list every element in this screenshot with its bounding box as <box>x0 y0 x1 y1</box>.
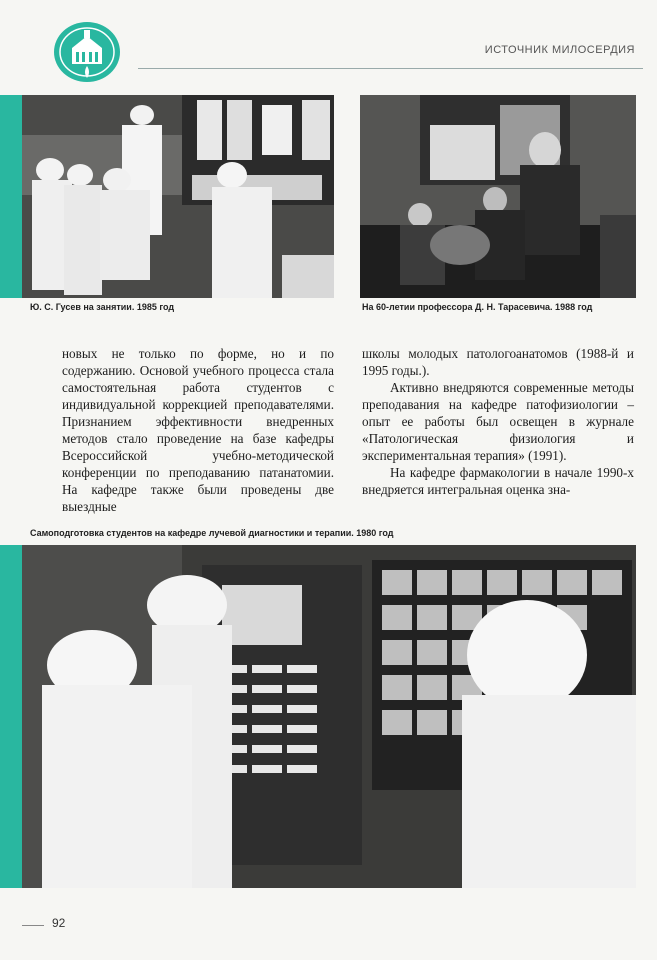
paragraph: новых не только по форме, но и по содержанию. Основой учебного процесса стала самостоятельная работа студентов с индивидуальной коррекцией преподавателями. Признанием эффективности внедренных методов стало проведение на базе кафедры Всероссийской учебно-методической конференции по преподаванию патанатомии. На кафедре также были проведены две выездные <box>62 346 334 514</box>
paragraph: На кафедре фармакологии в начале 1990-х внедряется интегральная оценка зна- <box>362 465 634 497</box>
paragraph: Активно внедряются современные методы преподавания на кафедре патофизиологии – опыт ее работы был освещен в журнале «Патологическая физиология и экспериментальная терапия» (1991). <box>362 380 634 463</box>
paragraph: школы молодых патологоанатомов (1988-й и 1995 годы.). <box>362 346 634 378</box>
page-number: 92 <box>52 916 66 930</box>
photo-radiology-study <box>22 545 636 888</box>
header-rule <box>138 68 643 69</box>
accent-bar-top <box>0 95 22 298</box>
photo-lesson <box>22 95 334 298</box>
photo-caption: На 60-летии профессора Д. Н. Тарасевича. 1988 год <box>362 302 593 312</box>
university-logo <box>52 20 122 84</box>
accent-bar-bottom <box>0 545 22 888</box>
photo-caption: Ю. С. Гусев на занятии. 1985 год <box>30 302 175 312</box>
page-number-rule <box>22 925 44 926</box>
running-head: ИСТОЧНИК МИЛОСЕРДИЯ <box>484 44 635 56</box>
text-column-left <box>62 345 334 515</box>
photo-anniversary <box>360 95 636 298</box>
photo-caption: Самоподготовка студентов на кафедре лучевой диагностики и терапии. 1980 год <box>30 528 394 538</box>
text-column-right <box>362 345 634 498</box>
